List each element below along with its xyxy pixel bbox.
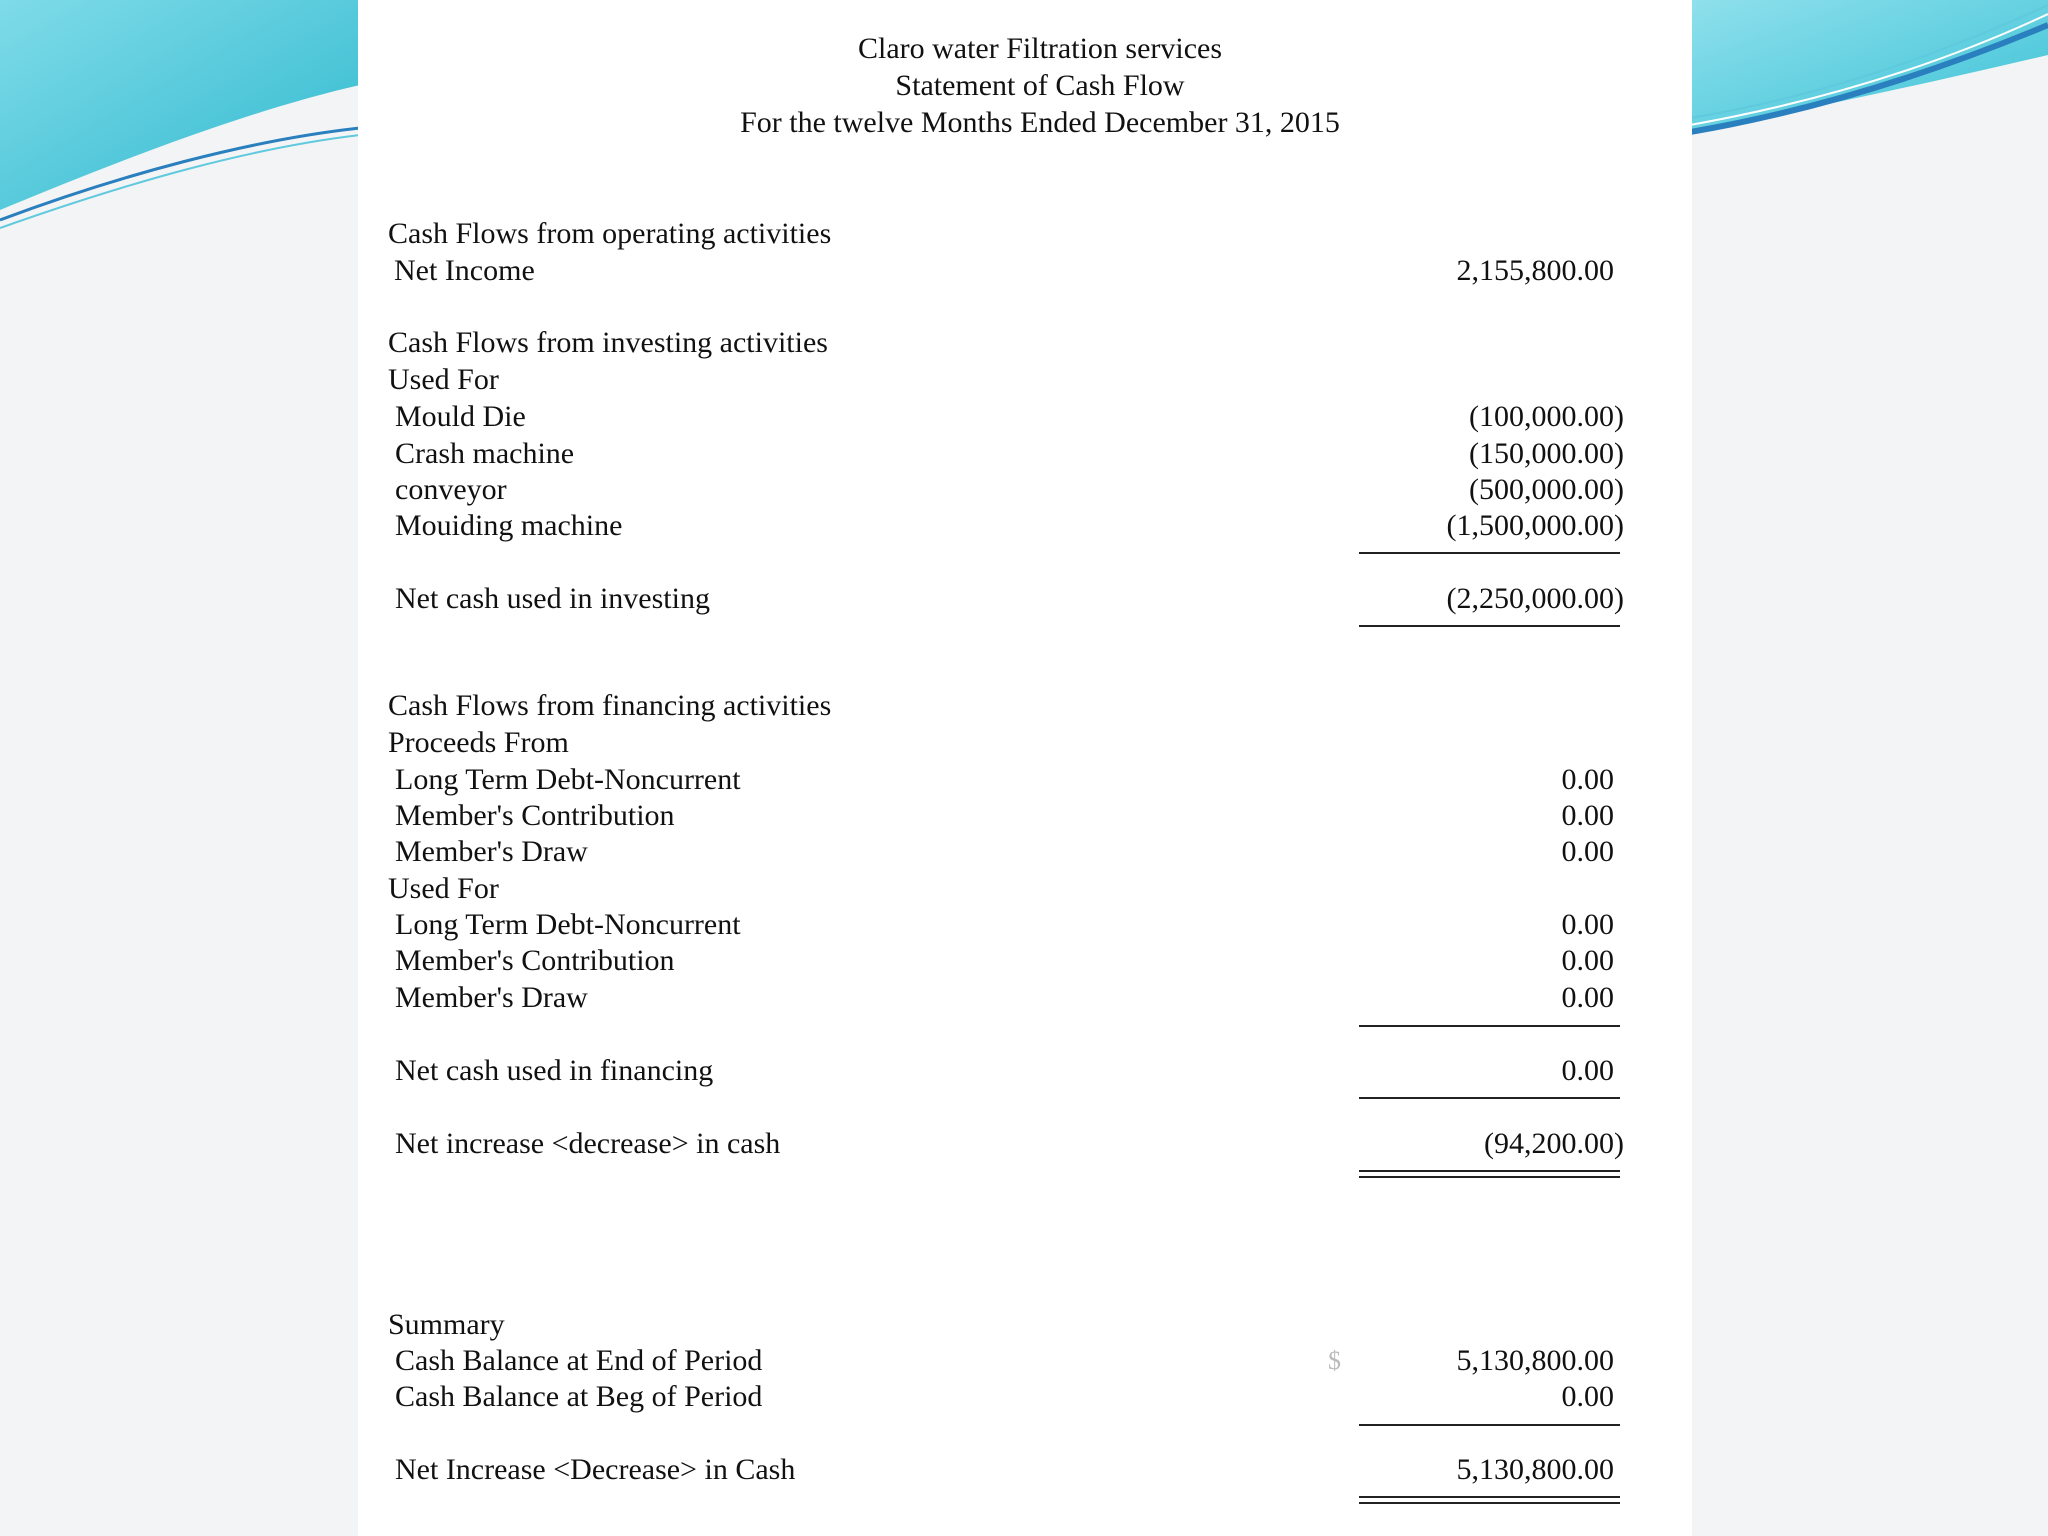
financing-proceeds-value: 0.00 bbox=[1561, 835, 1614, 868]
cash-flow-document bbox=[358, 0, 1692, 1536]
financing-used-value: 0.00 bbox=[1561, 944, 1614, 977]
investing-item-value: (150,000.00) bbox=[1469, 437, 1624, 470]
financing-proceeds-row bbox=[358, 833, 1692, 870]
cash-end-label: Cash Balance at End of Period bbox=[395, 1344, 763, 1377]
report-header bbox=[358, 30, 1692, 141]
decorative-wave-right bbox=[1690, 0, 2048, 150]
summary-net-label: Net Increase <Decrease> in Cash bbox=[395, 1453, 796, 1486]
cash-beg-label: Cash Balance at Beg of Period bbox=[395, 1380, 763, 1413]
net-income-value: 2,155,800.00 bbox=[1456, 254, 1614, 287]
financing-proceeds-label: Member's Draw bbox=[395, 835, 588, 868]
investing-item-row bbox=[358, 471, 1692, 508]
investing-heading: Cash Flows from investing activities bbox=[388, 326, 828, 359]
cash-beg-row bbox=[358, 1378, 1692, 1415]
financing-used-value: 0.00 bbox=[1561, 908, 1614, 941]
investing-item-label: conveyor bbox=[395, 473, 507, 506]
financing-proceeds-row bbox=[358, 797, 1692, 834]
investing-item-value: (100,000.00) bbox=[1469, 400, 1624, 433]
decorative-wave-left bbox=[0, 0, 360, 240]
investing-subtotal-rule bbox=[1359, 552, 1620, 554]
net-investing-value: (2,250,000.00) bbox=[1446, 582, 1624, 615]
cash-end-value: 5,130,800.00 bbox=[1456, 1344, 1614, 1377]
summary-net-row bbox=[358, 1451, 1692, 1488]
financing-proceeds-label: Long Term Debt-Noncurrent bbox=[395, 763, 741, 796]
summary-subtotal-rule bbox=[1359, 1424, 1620, 1426]
investing-used-for-label: Used For bbox=[388, 363, 499, 396]
net-change-value: (94,200.00) bbox=[1484, 1127, 1624, 1160]
net-income-row bbox=[358, 252, 1692, 289]
cash-end-row bbox=[358, 1342, 1692, 1379]
summary-net-value: 5,130,800.00 bbox=[1456, 1453, 1614, 1486]
proceeds-from-row bbox=[358, 724, 1692, 761]
proceeds-from-label: Proceeds From bbox=[388, 726, 569, 759]
investing-item-label: Crash machine bbox=[395, 437, 575, 470]
financing-used-label: Long Term Debt-Noncurrent bbox=[395, 908, 741, 941]
financing-used-row bbox=[358, 942, 1692, 979]
investing-item-row bbox=[358, 435, 1692, 472]
financing-subtotal-rule bbox=[1359, 1025, 1620, 1027]
net-income-label: Net Income bbox=[394, 254, 535, 287]
summary-heading: Summary bbox=[388, 1308, 505, 1341]
financing-proceeds-value: 0.00 bbox=[1561, 763, 1614, 796]
net-financing-label: Net cash used in financing bbox=[395, 1054, 714, 1087]
financing-heading: Cash Flows from financing activities bbox=[388, 689, 832, 722]
investing-item-row bbox=[358, 507, 1692, 544]
investing-item-label: Mouiding machine bbox=[395, 509, 623, 542]
net-financing-rule bbox=[1359, 1097, 1620, 1099]
statement-title: Statement of Cash Flow bbox=[895, 69, 1185, 102]
financing-used-row bbox=[358, 906, 1692, 943]
statement-period: For the twelve Months Ended December 31, 2015 bbox=[740, 106, 1340, 139]
net-investing-rule bbox=[1359, 625, 1620, 627]
financing-used-value: 0.00 bbox=[1561, 981, 1614, 1014]
financing-proceeds-label: Member's Contribution bbox=[395, 799, 675, 832]
financing-used-label: Member's Contribution bbox=[395, 944, 675, 977]
investing-item-label: Mould Die bbox=[395, 400, 526, 433]
cash-beg-value: 0.00 bbox=[1561, 1380, 1614, 1413]
company-name: Claro water Filtration services bbox=[857, 32, 1223, 65]
net-investing-label: Net cash used in investing bbox=[395, 582, 710, 615]
net-financing-row bbox=[358, 1052, 1692, 1089]
operating-heading-row bbox=[358, 215, 1692, 252]
net-change-row bbox=[358, 1125, 1692, 1162]
financing-used-label: Member's Draw bbox=[395, 981, 588, 1014]
financing-used-row bbox=[358, 979, 1692, 1016]
summary-double-rule bbox=[1359, 1496, 1620, 1504]
financing-heading-row bbox=[358, 687, 1692, 724]
investing-item-value: (500,000.00) bbox=[1469, 473, 1624, 506]
net-change-double-rule bbox=[1359, 1170, 1620, 1178]
investing-heading-row bbox=[358, 324, 1692, 361]
financing-used-for-label: Used For bbox=[388, 872, 499, 905]
currency-symbol: $ bbox=[1328, 1346, 1341, 1375]
investing-item-row bbox=[358, 398, 1692, 435]
net-financing-value: 0.00 bbox=[1561, 1054, 1614, 1087]
financing-used-for-row bbox=[358, 870, 1692, 907]
net-change-label: Net increase <decrease> in cash bbox=[395, 1127, 781, 1160]
operating-heading: Cash Flows from operating activities bbox=[388, 217, 832, 250]
net-investing-row bbox=[358, 580, 1692, 617]
financing-proceeds-value: 0.00 bbox=[1561, 799, 1614, 832]
investing-used-for-row bbox=[358, 361, 1692, 398]
investing-item-value: (1,500,000.00) bbox=[1446, 509, 1624, 542]
summary-heading-row bbox=[358, 1306, 1692, 1343]
financing-proceeds-row bbox=[358, 761, 1692, 798]
